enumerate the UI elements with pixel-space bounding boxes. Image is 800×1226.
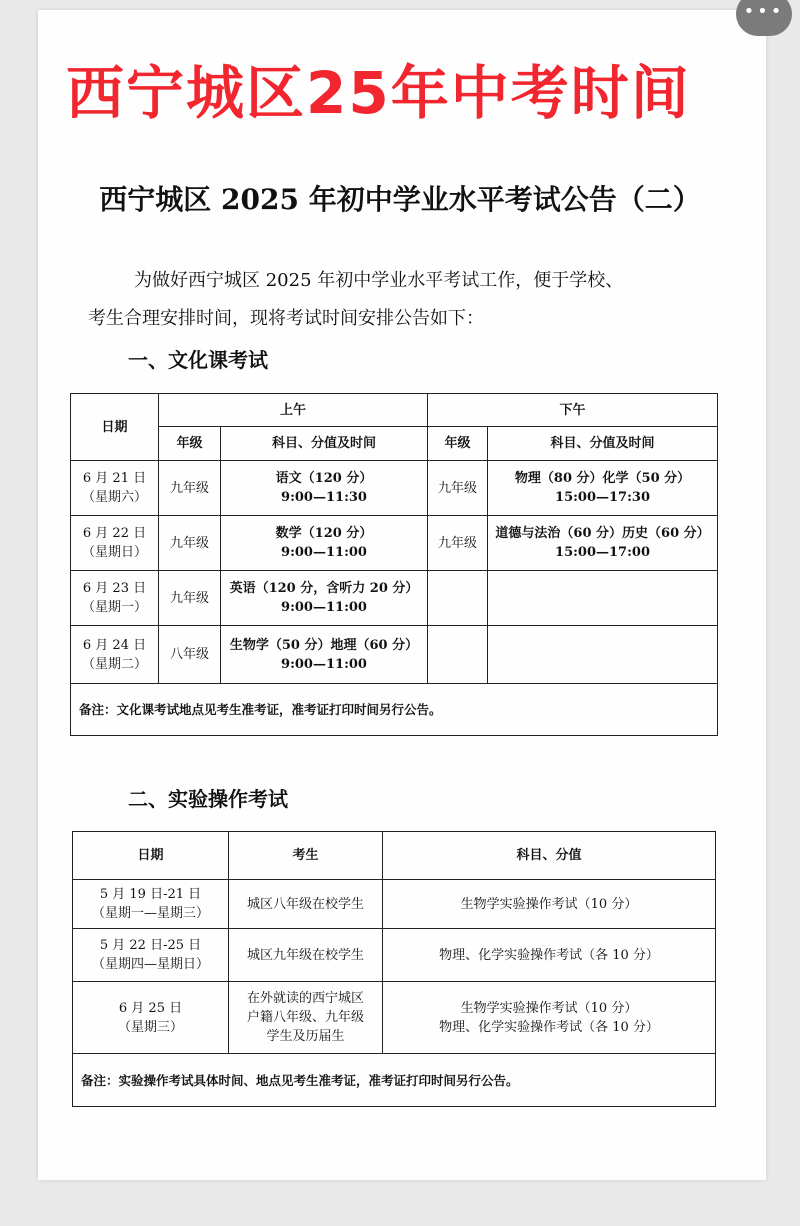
table-row: [71, 571, 718, 626]
culture-exam-table: [70, 393, 718, 736]
table-row: [71, 516, 718, 571]
am-subject: 英语（120 分，含听力 20 分）: [229, 581, 419, 596]
pm-grade: 九年级: [428, 516, 488, 571]
header-date: 日期: [73, 832, 229, 880]
am-grade: 九年级: [159, 516, 221, 571]
date: 6 月 23 日: [82, 581, 147, 596]
pm-subject-cell: [488, 461, 718, 516]
culture-exam-note: 备注：文化课考试地点见考生准考证，准考证打印时间另行公告。: [71, 684, 718, 736]
pm-time: 15:00—17:30: [555, 490, 650, 505]
weekday: （星期六）: [81, 490, 147, 505]
pm-time: 15:00—17:00: [555, 545, 650, 560]
intro-paragraph: [88, 262, 728, 338]
banner-title: 西宁城区25年中考时间: [66, 59, 691, 127]
weekday: （星期一—星期三）: [91, 906, 209, 921]
date: 6 月 25 日: [118, 1000, 183, 1016]
table-row: [73, 982, 716, 1054]
table-row: [73, 880, 716, 929]
header-pm-subject: 科目、分值及时间: [488, 427, 718, 461]
am-subject-cell: [221, 516, 428, 571]
candidates-cell: [229, 880, 383, 929]
date-cell: [73, 929, 229, 982]
am-time: 9:00—11:00: [281, 656, 367, 672]
candidates-line: 在外就读的西宁城区: [246, 991, 364, 1006]
intro-line-2: 考生合理安排时间，现将考试时间安排公告如下：: [88, 308, 484, 329]
pm-grade: [428, 571, 488, 626]
header-morning: 上午: [159, 394, 428, 427]
am-subject: 数学（120 分）: [275, 526, 373, 541]
subject: 生物学实验操作考试（10 分）: [460, 896, 638, 912]
header-am-subject: 科目、分值及时间: [221, 427, 428, 461]
date-cell: [71, 516, 159, 571]
intro-line-1: 为做好西宁城区 2025 年初中学业水平考试工作，便于学校、: [134, 270, 624, 291]
header-afternoon: 下午: [428, 394, 718, 427]
am-time: 9:00—11:00: [281, 545, 367, 560]
date-cell: [73, 880, 229, 929]
date-cell: [71, 571, 159, 626]
table-row: [71, 626, 718, 684]
weekday: （星期四—星期日）: [91, 957, 209, 972]
candidates: 城区八年级在校学生: [246, 896, 364, 912]
subject-cell: [383, 982, 716, 1054]
table-row: [73, 929, 716, 982]
candidates: 城区九年级在校学生: [246, 947, 364, 963]
pm-subject: 物理（80 分）化学（50 分）: [514, 471, 691, 486]
lab-exam-note: 备注：实验操作考试具体时间、地点见考生准考证，准考证打印时间另行公告。: [73, 1054, 716, 1107]
weekday: （星期三）: [117, 1019, 183, 1035]
weekday: （星期日）: [81, 545, 147, 560]
pm-grade: [428, 626, 488, 684]
date-cell: [71, 461, 159, 516]
section-1-heading: 一、文化课考试: [128, 348, 268, 372]
am-subject: 语文（120 分）: [275, 471, 373, 486]
subject-cell: [383, 929, 716, 982]
subject-line: 生物学实验操作考试（10 分）: [460, 1000, 638, 1016]
header-candidates: 考生: [229, 832, 383, 880]
am-subject-cell: [221, 461, 428, 516]
am-subject-cell: [221, 571, 428, 626]
date: 5 月 22 日-25 日: [99, 938, 202, 953]
date-cell: [73, 982, 229, 1054]
pm-subject-cell: [488, 626, 718, 684]
pm-subject: 道德与法治（60 分）历史（60 分）: [495, 526, 710, 541]
am-grade: 八年级: [159, 626, 221, 684]
pm-grade: 九年级: [428, 461, 488, 516]
am-subject-cell: [221, 626, 428, 684]
weekday: （星期二）: [81, 656, 147, 672]
date: 5 月 19 日-21 日: [99, 887, 202, 902]
header-pm-grade: 年级: [428, 427, 488, 461]
candidates-cell: [229, 982, 383, 1054]
lab-exam-table: [72, 831, 716, 1107]
table-row: [71, 461, 718, 516]
subject-cell: [383, 880, 716, 929]
am-time: 9:00—11:30: [281, 490, 367, 505]
am-subject: 生物学（50 分）地理（60 分）: [229, 637, 419, 653]
date: 6 月 22 日: [82, 526, 147, 541]
candidates-cell: [229, 929, 383, 982]
am-grade: 九年级: [159, 461, 221, 516]
header-am-grade: 年级: [159, 427, 221, 461]
date: 6 月 21 日: [82, 471, 147, 486]
section-2-heading: 二、实验操作考试: [128, 787, 288, 811]
subject-line: 物理、化学实验操作考试（各 10 分）: [439, 1019, 659, 1035]
pm-subject-cell: [488, 571, 718, 626]
date: 6 月 24 日: [82, 637, 147, 653]
subject: 物理、化学实验操作考试（各 10 分）: [439, 947, 659, 963]
more-options-button[interactable]: •••: [736, 0, 792, 36]
weekday: （星期一）: [81, 600, 147, 615]
header-date: 日期: [71, 394, 159, 461]
am-time: 9:00—11:00: [281, 600, 367, 615]
document-title: 西宁城区 2025 年初中学业水平考试公告（二）: [99, 183, 701, 216]
date-cell: [71, 626, 159, 684]
candidates-line: 学生及历届生: [266, 1029, 345, 1044]
pm-subject-cell: [488, 516, 718, 571]
am-grade: 九年级: [159, 571, 221, 626]
candidates-line: 户籍八年级、九年级: [246, 1010, 364, 1025]
header-subject: 科目、分值: [383, 832, 716, 880]
